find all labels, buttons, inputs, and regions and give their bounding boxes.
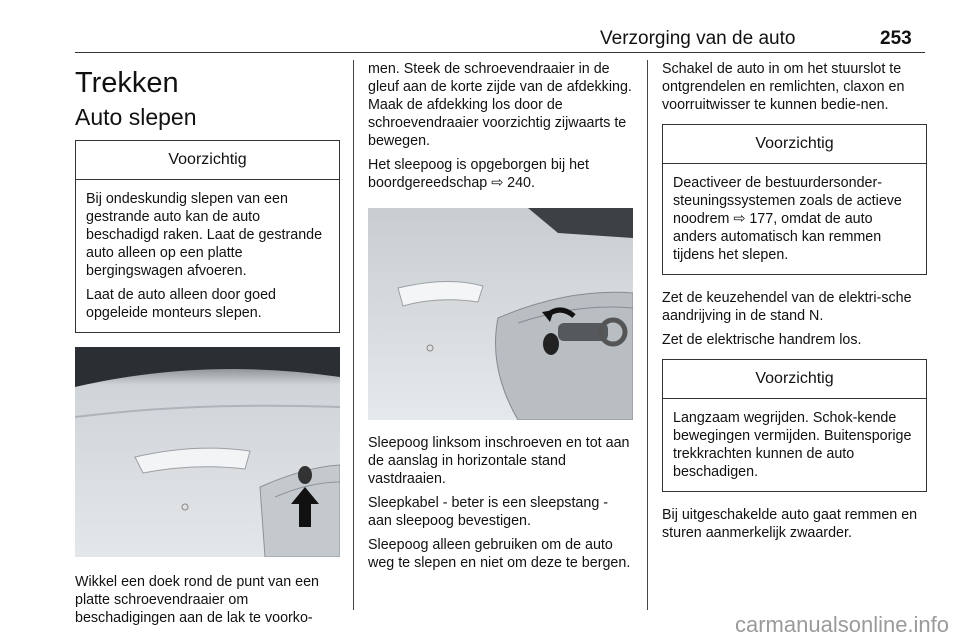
caution-body — [76, 180, 339, 332]
column-divider — [647, 60, 648, 610]
column-2 — [368, 60, 633, 578]
column-3 — [662, 60, 927, 548]
instruction-text: Zet de keuzehendel van de elektri-sche aandrijving in de stand N. — [662, 290, 912, 324]
caution-box — [662, 124, 927, 275]
instruction-text: Bij uitgeschakelde auto gaat remmen en sturen aanmerkelijk zwaarder. — [662, 507, 918, 541]
caution-text: Langzaam wegrijden. Schok-kende bewegingen vermijden. Buitensporige trekkrachten kunnen de auto beschadigen. — [673, 410, 912, 480]
instruction-text: Sleepoog alleen gebruiken om de auto weg te slepen en niet om deze te bergen. — [368, 537, 631, 571]
subsection-title: Auto slepen — [75, 104, 197, 130]
caution-heading: Voorzichtig — [76, 141, 339, 180]
header-rule — [75, 52, 925, 53]
instruction-text: Het sleepoog is opgeborgen bij het boordgereedschap ⇨ 240. — [368, 157, 589, 191]
column-divider — [353, 60, 354, 610]
instruction-text: men. Steek de schroevendraaier in de gleuf aan de korte zijde van de afdekking. Maak de afdekking los door de schroevendraaier voorzichtig zijwaarts te bewegen. — [368, 61, 632, 149]
section-title: Trekken — [75, 67, 179, 99]
instruction-text: Schakel de auto in om het stuurslot te ontgrendelen en remlichten, claxon en voorruitwisser te kunnen bedie-nen. — [662, 61, 905, 113]
caution-box — [662, 359, 927, 492]
column-1 — [75, 60, 340, 633]
caution-text: Laat de auto alleen door goed opgeleide monteurs slepen. — [86, 287, 276, 321]
caution-heading: Voorzichtig — [663, 360, 926, 399]
caution-heading: Voorzichtig — [663, 125, 926, 164]
bumper-cover-photo — [75, 347, 340, 557]
caution-body — [663, 164, 926, 274]
instruction-text: Sleepkabel - beter is een sleepstang - aan sleepoog bevestigen. — [368, 495, 609, 529]
page-number: 253 — [880, 28, 912, 49]
instruction-text: Sleepoog linksom inschroeven en tot aan de aanslag in horizontale stand vastdraaien. — [368, 435, 630, 487]
caution-box — [75, 140, 340, 333]
caution-text: Bij ondeskundig slepen van een gestrande auto kan de auto beschadigd raken. Laat de gestrande auto alleen op een platte bergingswagen afvoeren. — [86, 191, 323, 279]
watermark: carmanualsonline.info — [735, 612, 950, 637]
towing-eye-photo — [368, 208, 633, 420]
instruction-text: Wikkel een doek rond de punt van een platte schroevendraaier om beschadigingen aan de lak te voorko- — [75, 574, 320, 626]
caution-body — [663, 399, 926, 491]
instruction-text: Zet de elektrische handrem los. — [662, 332, 862, 348]
page-header-title: Verzorging van de auto — [600, 28, 796, 49]
caution-text: Deactiveer de bestuurdersonder-steuningssystemen zoals de actieve noodrem ⇨ 177, omdat de auto anders automatisch kan remmen tijdens het slepen. — [673, 175, 902, 263]
